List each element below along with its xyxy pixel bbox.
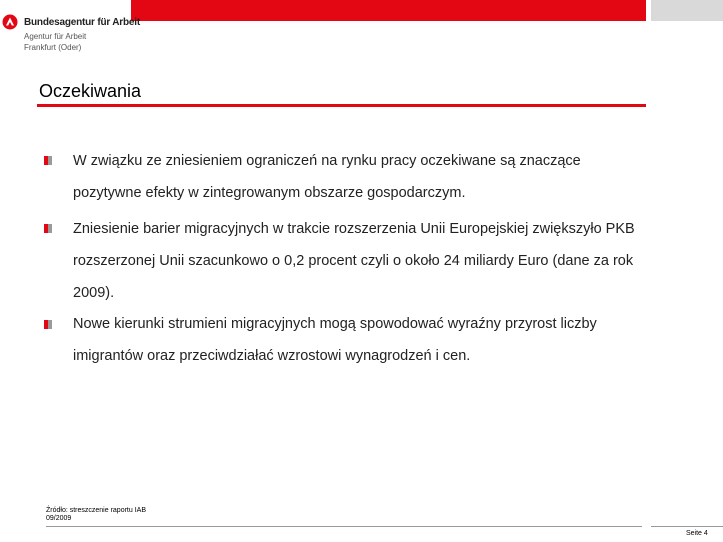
bullet-marker-icon bbox=[44, 224, 52, 233]
bullet-marker-icon bbox=[44, 156, 52, 165]
source-note: Źródło: streszczenie raportu IAB bbox=[46, 507, 146, 514]
page-number: Seite 4 bbox=[686, 530, 708, 537]
agency-location: Frankfurt (Oder) bbox=[24, 43, 82, 52]
organization-name: Bundesagentur für Arbeit bbox=[24, 17, 140, 28]
source-date: 09/2009 bbox=[46, 515, 72, 522]
title-underline bbox=[37, 104, 646, 107]
bullet-marker-icon bbox=[44, 320, 52, 329]
bundesagentur-logo-icon bbox=[2, 14, 18, 30]
bullet-text: Nowe kierunki strumieni migracyjnych mogą spowodować wyraźny przyrost liczby imigrantów oraz przeciwdziałać wzrostowi wynagrodzeń i cen. bbox=[73, 316, 597, 364]
bullet-text: Zniesienie barier migracyjnych w trakcie rozszerzenia Unii Europejskiej zwiększyło PKB rozszerzonej Unii szacunkowo o 0,2 procent czyli o około 24 miliardy Euro (dane za rok 2009). bbox=[73, 221, 635, 301]
bullet-text: W związku ze zniesieniem ograniczeń na rynku pracy oczekiwane są znaczące pozytywne efekty w zintegrowanym obszarze gospodarczym. bbox=[73, 153, 581, 201]
agency-name: Agentur für Arbeit bbox=[24, 32, 87, 41]
footer-divider-right bbox=[651, 526, 723, 527]
header-gray-bar bbox=[651, 0, 723, 21]
footer-divider bbox=[46, 526, 642, 527]
slide-title: Oczekiwania bbox=[39, 81, 142, 101]
header-red-bar bbox=[131, 0, 646, 21]
